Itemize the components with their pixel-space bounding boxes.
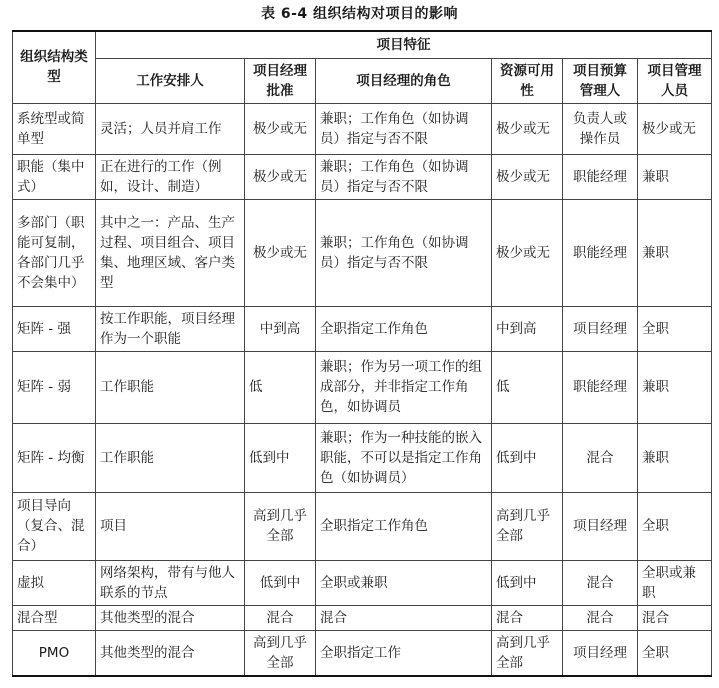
header-org-type: 组织结构类型 <box>13 31 96 103</box>
cell-work-arranger: 正在进行的工作（例如，设计、制造） <box>96 154 245 199</box>
cell-project-staff: 兼职 <box>638 199 712 306</box>
cell-pm-role: 兼职；作为另一项工作的组成部分，并非指定工作角色，如协调员 <box>316 351 492 423</box>
cell-pm-approval: 高到几乎全部 <box>245 492 316 560</box>
header-budget-manager: 项目预算管理人 <box>563 58 638 103</box>
cell-pm-role: 全职指定工作角色 <box>316 306 492 351</box>
cell-pm-role: 全职指定工作角色 <box>316 492 492 560</box>
cell-work-arranger: 工作职能 <box>96 423 245 492</box>
cell-pm-role: 全职指定工作 <box>316 630 492 676</box>
header-resource-availability: 资源可用性 <box>492 58 563 103</box>
cell-project-staff: 混合 <box>638 605 712 630</box>
cell-work-arranger: 灵活；人员并肩工作 <box>96 103 245 154</box>
cell-resource-availability: 低 <box>492 351 563 423</box>
cell-budget-manager: 职能经理 <box>563 154 638 199</box>
table-row <box>13 423 712 492</box>
cell-pm-role: 全职或兼职 <box>316 560 492 605</box>
table-row <box>13 351 712 423</box>
cell-pm-role: 兼职；工作角色（如协调员）指定与否不限 <box>316 103 492 154</box>
header-row-1 <box>13 31 712 58</box>
org-structure-table <box>12 30 712 677</box>
cell-work-arranger: 其他类型的混合 <box>96 630 245 676</box>
cell-project-staff: 全职或兼职 <box>638 560 712 605</box>
table-row <box>13 560 712 605</box>
cell-budget-manager: 负责人或操作员 <box>563 103 638 154</box>
table-caption: 表 6-4 组织结构对项目的影响 <box>260 6 459 22</box>
cell-pm-role: 混合 <box>316 605 492 630</box>
cell-pm-approval: 高到几乎全部 <box>245 630 316 676</box>
cell-project-staff: 兼职 <box>638 351 712 423</box>
header-project-staff: 项目管理人员 <box>638 58 712 103</box>
cell-budget-manager: 职能经理 <box>563 351 638 423</box>
table-row <box>13 492 712 560</box>
cell-org-type: 系统型或简单型 <box>13 103 96 154</box>
cell-project-staff: 全职 <box>638 492 712 560</box>
cell-resource-availability: 低到中 <box>492 423 563 492</box>
cell-pm-approval: 极少或无 <box>245 103 316 154</box>
cell-project-staff: 极少或无 <box>638 103 712 154</box>
cell-org-type: 混合型 <box>13 605 96 630</box>
cell-org-type: 项目导向（复合、混合） <box>13 492 96 560</box>
cell-budget-manager: 混合 <box>563 560 638 605</box>
cell-pm-approval: 低到中 <box>245 560 316 605</box>
cell-pm-role: 兼职；工作角色（如协调员）指定与否不限 <box>316 199 492 306</box>
cell-budget-manager: 项目经理 <box>563 306 638 351</box>
cell-pm-approval: 混合 <box>245 605 316 630</box>
cell-resource-availability: 混合 <box>492 605 563 630</box>
cell-work-arranger: 其他类型的混合 <box>96 605 245 630</box>
cell-budget-manager: 项目经理 <box>563 492 638 560</box>
cell-budget-manager: 混合 <box>563 605 638 630</box>
table-row <box>13 103 712 154</box>
cell-work-arranger: 其中之一：产品、生产过程、项目组合、项目集、地理区域、客户类型 <box>96 199 245 306</box>
cell-budget-manager: 混合 <box>563 423 638 492</box>
cell-org-type: 矩阵 - 均衡 <box>13 423 96 492</box>
cell-org-type: 职能（集中式） <box>13 154 96 199</box>
header-project-features: 项目特征 <box>96 31 712 58</box>
header-pm-role: 项目经理的角色 <box>316 58 492 103</box>
cell-budget-manager: 项目经理 <box>563 630 638 676</box>
cell-resource-availability: 高到几乎全部 <box>492 630 563 676</box>
cell-pm-role: 兼职；作为一种技能的嵌入职能，不可以是指定工作角色（如协调员） <box>316 423 492 492</box>
cell-pm-approval: 极少或无 <box>245 154 316 199</box>
header-work-arranger: 工作安排人 <box>96 58 245 103</box>
cell-org-type: 矩阵 - 弱 <box>13 351 96 423</box>
cell-budget-manager: 职能经理 <box>563 199 638 306</box>
cell-resource-availability: 中到高 <box>492 306 563 351</box>
cell-resource-availability: 极少或无 <box>492 154 563 199</box>
cell-pm-role: 兼职；工作角色（如协调员）指定与否不限 <box>316 154 492 199</box>
table-row <box>13 154 712 199</box>
header-row-2 <box>13 58 712 103</box>
cell-resource-availability: 低到中 <box>492 560 563 605</box>
table-row <box>13 630 712 676</box>
cell-work-arranger: 工作职能 <box>96 351 245 423</box>
cell-project-staff: 兼职 <box>638 423 712 492</box>
cell-project-staff: 兼职 <box>638 154 712 199</box>
cell-org-type: 虚拟 <box>13 560 96 605</box>
cell-work-arranger: 项目 <box>96 492 245 560</box>
cell-resource-availability: 极少或无 <box>492 199 563 306</box>
cell-pm-approval: 低到中 <box>245 423 316 492</box>
cell-pm-approval: 低 <box>245 351 316 423</box>
cell-org-type: 矩阵 - 强 <box>13 306 96 351</box>
table-row <box>13 306 712 351</box>
cell-pm-approval: 极少或无 <box>245 199 316 306</box>
cell-project-staff: 全职 <box>638 306 712 351</box>
cell-pm-approval: 中到高 <box>245 306 316 351</box>
header-pm-approval: 项目经理批准 <box>245 58 316 103</box>
cell-resource-availability: 极少或无 <box>492 103 563 154</box>
table-row <box>13 199 712 306</box>
cell-work-arranger: 网络架构，带有与他人联系的节点 <box>96 560 245 605</box>
cell-resource-availability: 高到几乎全部 <box>492 492 563 560</box>
table-row <box>13 605 712 630</box>
cell-project-staff: 全职 <box>638 630 712 676</box>
cell-org-type: PMO <box>13 630 96 676</box>
cell-work-arranger: 按工作职能，项目经理作为一个职能 <box>96 306 245 351</box>
cell-org-type: 多部门（职能可复制，各部门几乎不会集中） <box>13 199 96 306</box>
